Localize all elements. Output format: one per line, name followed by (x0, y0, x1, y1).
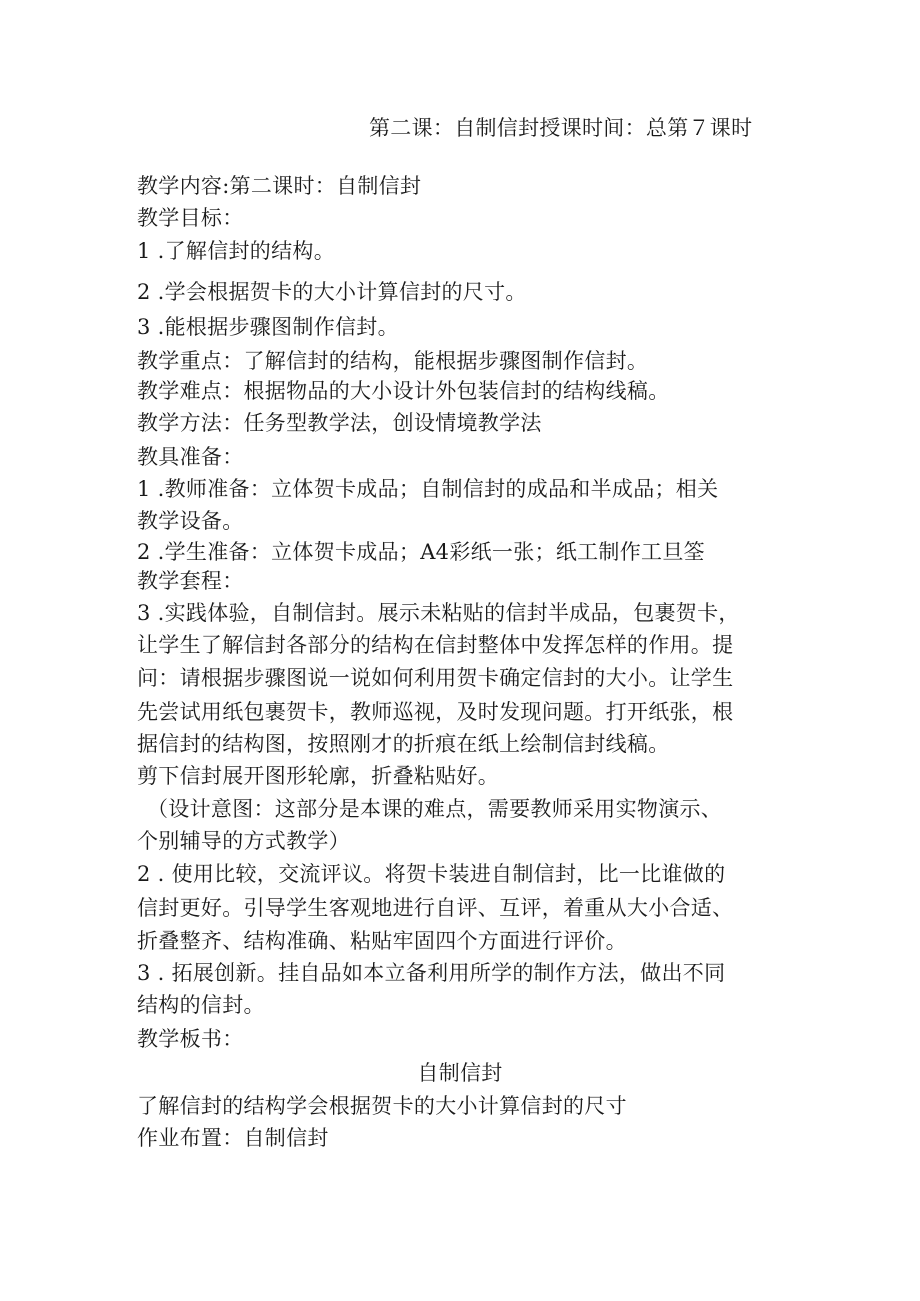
paragraph-line: 结构的信封。 (137, 993, 265, 1017)
tools-teacher: 1 .教师准备：立体贺卡成品；自制信封的成品和半成品；相关 (137, 477, 719, 501)
paragraph-line: 问：请根据步骤图说一说如何利用贺卡确定信封的大小。让学生 (137, 666, 734, 690)
paragraph-line: 让学生了解信封各部分的结构在信封整体中发挥怎样的作用。提 (137, 633, 734, 657)
paragraph-line: 剪下信封展开图形轮廓，折叠粘贴好。 (137, 764, 500, 788)
paragraph-line: 2 . 使用比较，交流评议。将贺卡装进自制信封，比一比谁做的 (137, 862, 726, 886)
objective-3: 3 .能根据步骤图制作信封。 (137, 315, 399, 339)
paragraph-line: 信封更好。引导学生客观地进行自评、互评，着重从大小合适、 (137, 896, 734, 920)
objective-1: 1 .了解信封的结构。 (137, 239, 336, 263)
objectives-heading: 教学目标： (137, 206, 244, 230)
design-intent-line: （设计意图：这部分是本课的难点，需要教师采用实物演示、 (147, 797, 723, 821)
teaching-methods: 教学方法：任务型教学法，创设情境教学法 (137, 411, 542, 435)
objective-2: 2 .学会根据贺卡的大小计算信封的尺寸。 (137, 280, 527, 304)
paragraph-line: 据信封的结构图，按照刚才的折痕在纸上绘制信封线稿。 (137, 732, 670, 756)
board-title: 自制信封 (417, 1061, 503, 1085)
design-intent-line: 个别辅导的方式教学） (137, 829, 350, 853)
lesson-header: 第二课：自制信封授课时间：总第７课时 (369, 116, 753, 140)
board-heading: 教学板书： (137, 1027, 244, 1051)
paragraph-line: 3 . 拓展创新。挂自品如本立备利用所学的制作方法，做出不同 (137, 961, 726, 985)
key-points: 教学重点：了解信封的结构，能根据步骤图制作信封。 (137, 349, 649, 373)
tools-teacher-cont: 教学设备。 (137, 509, 244, 533)
homework: 作业布置：自制信封 (137, 1126, 329, 1150)
difficulties: 教学难点：根据物品的大小设计外包装信封的结构线稿。 (137, 379, 670, 403)
tools-heading: 教具准备： (137, 445, 244, 469)
paragraph-line: 折叠整齐、结构准确、粘贴牢固四个方面进行评价。 (137, 929, 627, 953)
teaching-content: 教学内容:第二课时：自制信封 (137, 174, 422, 198)
tools-student: 2 .学生准备：立体贺卡成品；A4彩纸一张；纸工制作工旦筌 (137, 540, 705, 564)
paragraph-line: 3 .实践体验，自制信封。展示未粘贴的信封半成品，包裹贺卡， (137, 601, 740, 625)
process-heading: 教学套程： (137, 569, 244, 593)
paragraph-line: 先尝试用纸包裹贺卡，教师巡视，及时发现问题。打开纸张，根 (137, 700, 734, 724)
board-content: 了解信封的结构学会根据贺卡的大小计算信封的尺寸 (137, 1094, 627, 1118)
